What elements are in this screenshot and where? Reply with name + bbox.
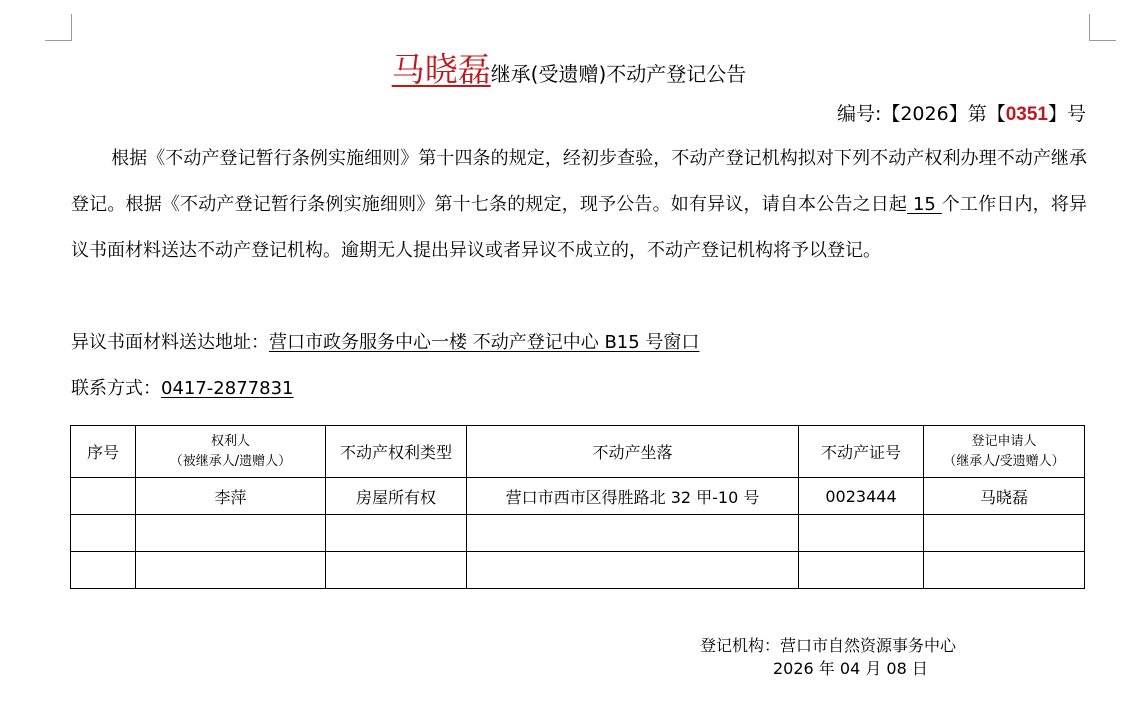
announcement-date: 2026 年 04 月 08 日 <box>773 659 928 678</box>
header-holder-main: 权利人 <box>210 433 250 449</box>
header-right-type: 不动产权利类型 <box>326 426 467 478</box>
cell-cert-no: 0023444 <box>799 478 924 515</box>
body-part-1: 根据《不动产登记暂行条例实施细则》第十四条的规定，经初步查验，不动产登记机构拟对下列不动产权利办理不动产继承登记。根据《不动产登记暂行条例实施细则》第十七条的规定，现予公告。如有异议，请自本公告之日起 <box>71 148 1087 215</box>
header-applicant-main: 登记申请人 <box>971 433 1037 449</box>
cell-applicant <box>924 552 1085 589</box>
header-holder <box>136 426 326 478</box>
header-cert-no: 不动产证号 <box>799 426 924 478</box>
cell-cert-no <box>799 515 924 552</box>
crop-mark-top-left <box>45 14 72 41</box>
announcement-title <box>0 44 1138 91</box>
cell-holder <box>136 515 326 552</box>
header-applicant-sub: （继承人/受遗赠人） <box>943 453 1065 469</box>
cell-holder <box>136 552 326 589</box>
header-applicant <box>924 426 1085 478</box>
header-holder-sub: （被继承人/遗赠人） <box>169 453 292 469</box>
cell-seq <box>71 478 136 515</box>
objection-address-value: 营口市政务服务中心一楼 不动产登记中心 B15 号窗口 <box>269 332 700 353</box>
title-text: 继承(受遗赠)不动产登记公告 <box>490 62 747 86</box>
cell-right-type <box>326 552 467 589</box>
cell-seq <box>71 552 136 589</box>
table-row <box>71 552 1085 589</box>
body-part-2: 个工作日内，将异议书面材料送达不动产登记机构。逾期无人提出异议或者异议不成立的，不动产登记机构将予以登记。 <box>71 194 1087 261</box>
header-seq: 序号 <box>71 426 136 478</box>
objection-address-label: 异议书面材料送达地址： <box>71 332 269 353</box>
contact-label: 联系方式： <box>71 378 161 399</box>
cell-applicant: 马晓磊 <box>924 478 1085 515</box>
property-table <box>70 425 1085 589</box>
cell-location: 营口市西市区得胜路北 32 甲-10 号 <box>467 478 799 515</box>
cell-location <box>467 552 799 589</box>
cell-right-type: 房屋所有权 <box>326 478 467 515</box>
cell-applicant <box>924 515 1085 552</box>
contact-value: 0417-2877831 <box>161 378 294 399</box>
table-row <box>71 515 1085 552</box>
docno-prefix: 编号:【2026】第【 <box>836 103 1006 125</box>
objection-days: 15 <box>907 194 942 215</box>
registration-org: 登记机构：营口市自然资源事务中心 <box>700 636 957 655</box>
cell-right-type <box>326 515 467 552</box>
table-row <box>71 478 1085 515</box>
crop-mark-top-right <box>1089 14 1116 41</box>
announcement-body <box>71 136 1087 274</box>
table-header-row <box>71 426 1085 478</box>
header-location: 不动产坐落 <box>467 426 799 478</box>
docno-suffix: 】号 <box>1047 103 1086 125</box>
document-number <box>837 99 1086 126</box>
cell-cert-no <box>799 552 924 589</box>
title-applicant-name: 马晓磊 <box>391 50 491 89</box>
contact-line <box>71 374 293 400</box>
docno-number: 0351 <box>1005 104 1048 125</box>
cell-seq <box>71 515 136 552</box>
cell-location <box>467 515 799 552</box>
cell-holder: 李萍 <box>136 478 326 515</box>
objection-address-line <box>71 328 699 354</box>
